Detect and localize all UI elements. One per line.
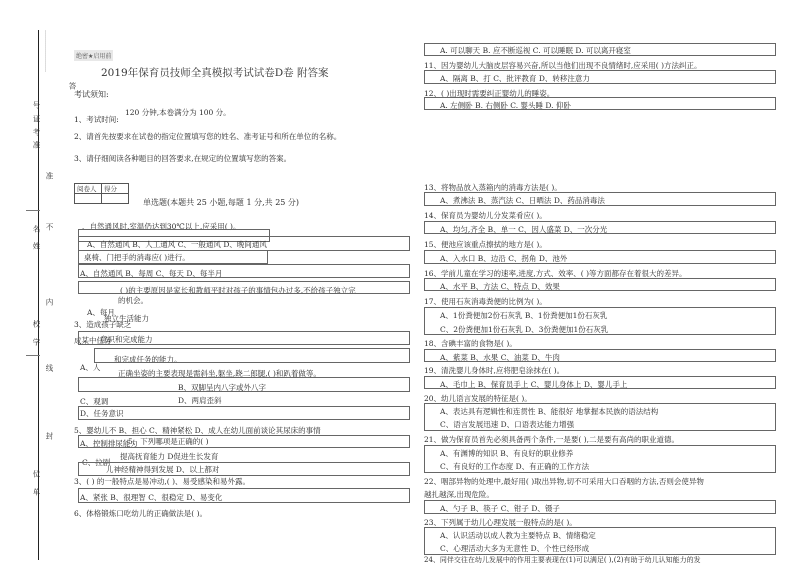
right-line: 24、同伴交往在幼儿发展中的作用主要表现在(1)可以满足( ),(2)有助于幼儿认知能力的发: [424, 556, 701, 564]
right-line: 22、咽部异物的处理中,最好用( )取出异物,切不可采用大口吞咽的方法,否则会使异物: [424, 477, 704, 486]
right-line: A、隔离 B、打 C、批评教育 D、转移注意力: [440, 74, 590, 83]
right-line: A、水平 B、方法 C、特点 D、效果: [440, 282, 560, 291]
right-line: 17、使用石灰消毒粪便的比例为( )。: [424, 297, 547, 306]
right-line: 18、含碘丰富的食物是( )。: [424, 339, 517, 348]
sidebar-label: 内: [45, 298, 54, 308]
right-line: 21、做为保育员首先必须具备两个条件,一是要( ),二是要有高尚的职业道德。: [424, 435, 680, 444]
left-line: A、每月: [87, 308, 115, 317]
page-title: 2019年保育员技师全真模拟考试试卷D卷 附答案: [101, 67, 329, 79]
right-line: C、有良好的工作态度 D、有正确的工作方法: [440, 462, 590, 471]
right-line: A、均匀,齐全 B、单一 C、因人盛菜 D、一次分光: [440, 225, 608, 234]
question-frame: [424, 445, 776, 473]
question-frame: [78, 406, 410, 420]
right-line: 14、保育员为婴幼儿分发菜肴应( )。: [424, 211, 547, 220]
question-frame: [424, 527, 776, 555]
right-line: 12、( )出现时需要纠正婴幼儿的睡姿。: [424, 89, 555, 98]
left-line: D、任务意识: [80, 409, 124, 418]
left-line: 5、婴幼儿不 B、担心 C、精神紧松 D、成人在幼儿面前谈论其尿床的事情: [74, 426, 321, 435]
sidebar-label: 线: [45, 364, 54, 374]
right-line: A. 可以聊天 B. 应不断巡视 C. 可以睡眠 D. 可以离开寝室: [440, 46, 631, 55]
notice-item: 3、请仔细阅读各种题目的回答要求,在规定的位置填写您的答案。: [74, 154, 292, 163]
notice-item: 120 分钟,本卷满分为 100 分。: [125, 108, 231, 117]
sidebar-label: 名: [32, 225, 41, 235]
question-frame: [78, 281, 410, 294]
question-frame: [424, 307, 776, 335]
left-line: A、自然通风 B、人工通风 C、一般通风 D、晚间通风: [87, 240, 267, 249]
question-frame: [424, 349, 776, 362]
left-line: 3、造成孩子缺乏: [74, 320, 132, 329]
right-line: A、1份粪便加2份石灰乳 B、1份粪便加1份石灰乳: [440, 311, 608, 320]
question-frame: [424, 43, 776, 56]
question-frame: [78, 435, 410, 448]
sidebar-label: 考: [32, 128, 41, 138]
sidebar-label: 位: [32, 470, 41, 480]
question-frame: [424, 403, 776, 431]
question-frame: [424, 250, 776, 264]
question-frame: [424, 221, 776, 234]
sidebar-label: 姓: [32, 242, 41, 252]
left-line: 5、下列哪项是正确的( ): [128, 437, 209, 446]
name-underline: [26, 210, 40, 211]
sidebar-label: 准: [45, 172, 54, 182]
score-points-cell[interactable]: [102, 194, 129, 204]
sidebar-label: 号: [32, 101, 41, 111]
right-line: C、语言发展迅速 D、口语表达能力增强: [440, 420, 575, 429]
secret-tag: 绝密★启用前: [74, 50, 113, 61]
right-line: A、认识活动以成人教为主要特点 B、情绪稳定: [440, 531, 596, 540]
right-line: 20、幼儿语言发展的特征是( )。: [424, 394, 532, 403]
score-table: [74, 183, 129, 204]
question-frame: [78, 264, 410, 278]
question-frame: [94, 348, 410, 363]
question-frame: [424, 278, 776, 291]
left-line: 桌椅、门把手的消毒应( )进行。: [84, 253, 190, 262]
right-line: 23、下列属于幼儿心理发展一般特点的是( )。: [424, 518, 577, 527]
left-line: 和完成任务的能力。: [114, 355, 182, 364]
right-line: 越扎越深,出现危险。: [424, 490, 494, 499]
right-line: A、入水口 B、边沿 C、拐角 D、池外: [440, 254, 568, 263]
right-line: C、心理活动大多为无意性 D、个性已经形成: [440, 544, 590, 553]
right-line: A、勺子 B、筷子 C、钳子 D、镊子: [440, 504, 560, 513]
question-frame: [424, 97, 776, 110]
right-line: C、2份粪便加1份石灰乳 D、3份粪便加1份石灰乳: [440, 325, 609, 334]
right-line: A、紫菜 B、水果 C、油菜 D、牛肉: [440, 353, 560, 362]
question-frame: [78, 488, 410, 503]
left-line: 的机会。: [118, 296, 148, 305]
question-frame: [78, 462, 410, 476]
score-reviewer-header: 阅卷人: [75, 184, 102, 194]
left-line: C、拉剧: [82, 458, 111, 467]
sidebar-label: 答: [68, 82, 77, 92]
left-line: ( )的主要原因是家长和教师平时对孩子的事情包办过多,不给孩子独立完: [120, 286, 356, 295]
right-line: 16、学前儿童在学习的速率,进度,方式、效率、( )等方面都存在着很大的差异。: [424, 269, 687, 278]
question-frame: [424, 500, 776, 514]
left-line: 正确坐姿的主要表现是需斜坐,躯坐,跷二郎腿,( )和趴着做等。: [118, 369, 321, 378]
notice-item: 1、考试时间:: [74, 115, 119, 124]
question-frame: [78, 250, 268, 264]
question-frame: [424, 376, 776, 389]
left-line: C、观调: [80, 397, 109, 406]
right-line: A. 左侧卧 B. 右侧卧 C. 婴头睡 D. 仰卧: [440, 101, 571, 110]
right-line: 15、便池应该重点擦拭的地方是( )。: [424, 240, 547, 249]
right-line: A、煮沸法 B、蒸汽法 C、日晒法 D、药品消毒法: [440, 196, 605, 205]
sidebar-label: 校: [32, 320, 41, 330]
question-frame: [78, 331, 410, 345]
question-frame: [78, 377, 410, 392]
right-line: 13、将物品放入蒸箱内的消毒方法是( )。: [424, 183, 562, 192]
left-line: 成某中任务: [74, 336, 112, 345]
right-line: 19、清洗婴儿身体时,应将肥皂涂抹在( )。: [424, 366, 565, 375]
section-title: 单选题(本题共 25 小题,每题 1 分,共 25 分): [143, 198, 300, 207]
notice-heading: 考试须知:: [74, 90, 109, 99]
right-line: A、有渊博的知识 B、有良好的职业修养: [440, 449, 574, 458]
left-line: 6、体格锻炼口吃幼儿的正确做法是( )。: [74, 509, 208, 518]
right-line: A、表达具有逻辑性和连贯性 B、能很好 地掌握本民族的语法结构: [440, 407, 659, 416]
left-line: 3、( ) 的一般特点是易冲动,( )、易受感染和易外露。: [74, 477, 251, 486]
sidebar-label: 学: [32, 338, 41, 348]
binding-dots: …………………: [43, 30, 50, 72]
left-line: D、两肩歪斜: [178, 396, 222, 405]
left-line: 、自然通风时,室温仍达到30℃以上,应采用( )。: [82, 222, 241, 231]
score-points-header: 得分: [102, 184, 129, 194]
left-line: A、紧张 B、很理智 C、很稳定 D、易变化: [80, 493, 223, 502]
left-line: A、控制排尿能力: [80, 439, 138, 448]
left-line: 意识和完成能力: [100, 335, 153, 344]
left-line: 独立生活能力: [104, 314, 149, 323]
school-underline: [26, 355, 40, 356]
question-frame: [78, 236, 410, 251]
sidebar-label: 准: [32, 141, 41, 151]
question-frame: [424, 192, 776, 206]
notice-item: 2、请首先按要求在试卷的指定位置填写您的姓名、准考证号和所在单位的名称。: [74, 132, 342, 141]
right-line: A、毛巾上 B、保育员手上 C、婴儿身体上 D、婴儿手上: [440, 380, 628, 389]
sidebar-label: 封: [45, 432, 54, 442]
sidebar-label: 证: [32, 115, 41, 125]
left-line: B、双脚呈内八字或外八字: [178, 383, 267, 392]
question-frame: [424, 70, 776, 84]
left-line: 提高抚育能力 D促进生长发育: [120, 452, 219, 461]
left-line: A、人: [80, 363, 101, 372]
sidebar-label: 不: [45, 223, 54, 233]
score-reviewer-cell[interactable]: [75, 194, 102, 204]
right-line: 11、因为婴幼儿大脑皮层容易兴奋,所以当他们出现不良情绪时,应采用( )方法纠正。: [424, 61, 702, 70]
left-line: 儿神经精神得到发展 D、以上都对: [106, 465, 220, 474]
left-line: A、自然通风 B、每周 C、每天 D、每半月: [80, 269, 223, 278]
sidebar-label: 单: [32, 488, 41, 498]
